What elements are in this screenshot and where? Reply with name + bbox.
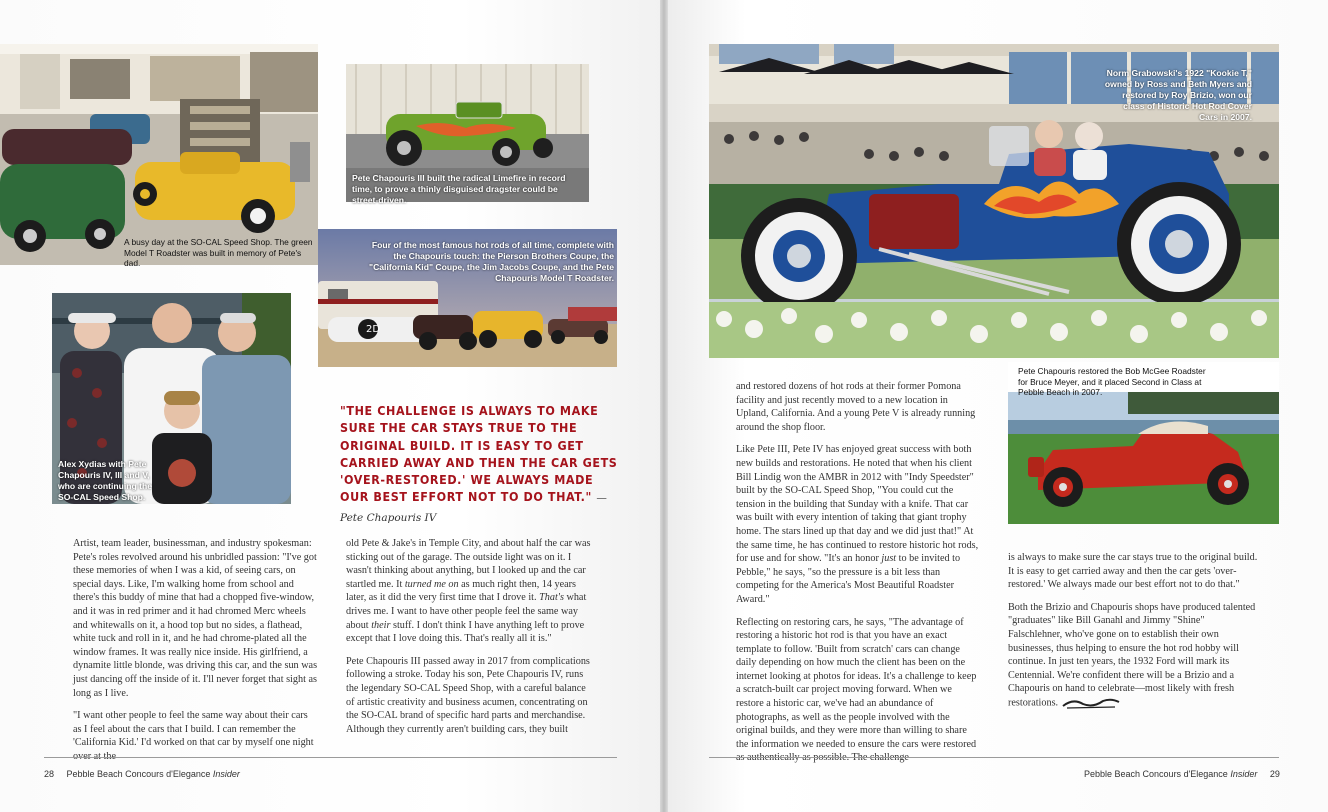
page-number: 28 [44,769,55,779]
page-number: 29 [1269,769,1280,779]
kookie-t-photo-caption: Norm Grabowski's 1922 "Kookie T," owned by Ross and Beth Myers and restored by Roy Brizio, won our class of Historic Hot Rod Cover Cars in 2007. [1104,68,1252,122]
body-paragraph: Reflecting on restoring cars, he says, "The advantage of restoring a historic hot rod is that you have an exact template to follow. 'Built from scratch' cars can change daily depending on how much the client has been on the internet looking at photos for ideas. It's a challenge to keep a scratch-built car project moving forward. When we restore a historic car, we've had an abundance of photographs, as well as the people involved with the original builds, and they were more than willing to share the information we needed to ensure the cars were restored [736,616,977,750]
portrait-photo-caption: Alex Xydias with Pete Chapouris IV, III and V, who are continuing the SO-CAL Speed Shop. [58,459,153,502]
pullquote [340,402,626,527]
pullquote-text: "THE CHALLENGE IS ALWAYS TO MAKE SURE THE CAR STAYS TRUE TO THE ORIGINAL BUILD. IT IS EASY TO GET CARRIED AWAY AND THEN THE CAR GETS 'OVER-RESTORED.' WE ALWAYS MADE OUR BEST EFFORT NOT TO DO THAT." [340,403,618,505]
body-paragraph: "I want other people to feel the same way about their cars as I feel about the cars that I build. I can remember the 'California Kid.' I'd worked on that car by myself one night [73,710,314,749]
limefire-photo-caption: Pete Chapouris III built the radical Limefire in record time, to prove a thinly disguised dragster could be street-driven. [352,173,566,205]
left-page-body-column-1 [73,537,318,764]
right-page-body-column-2 [1008,551,1260,710]
body-paragraph: is always to make sure the car stays true to the original build. It is easy to get carried away and then the car gets 'over-restored.' We always made our best effort not to do that." [1008,552,1258,591]
shop-photo-caption: A busy day at the SO-CAL Speed Shop. The green Model T Roadster was built in memory of Pete's dad. [124,237,313,269]
signature-flourish-icon [1061,696,1121,710]
publication-section: Insider [1230,769,1258,779]
right-page-body-column-1 [736,380,980,765]
body-paragraph: Pete Chapouris III passed away in 2017 from complications following a stroke. Today his son, Pete Chapouris IV, runs the legendary SO-CAL Speed Shop, with a careful balance of artistic creativity and business acumen, concentrating on the SO-CAL brand of specific hard parts and merchandise. Although they currently aren't building cars, they built [346,655,590,735]
publication-section: Insider [212,769,240,779]
right-footer-rule [709,757,1279,758]
famous-rods-photo-caption: Four of the most famous hot rods of all time, complete with the Chapouris touch: the Pierson Brothers Coupe, the "California Kid" Coupe, the Jim Jacobs Coupe, and the Pete Chapouris Model T Roadster. [369,240,614,283]
shop-photo-image [0,44,318,265]
left-page-body-column-2 [346,537,593,736]
shop-photo [0,44,318,265]
publication-name: Pebble Beach Concours d'Elegance [66,769,211,779]
left-folio [44,769,240,779]
body-paragraph: Both the Brizio and Chapouris shops have produced talented "graduates" like Bill Ganahl and Jimmy "Shine" Falschlehner, who've gone on to establish their own businesses, thus helping to ensure the hot rod hobby will continue. In just ten years, the 1932 Ford will mark its Centennial. We're confident there will be a Brizio and a Chapouris on hand to celebrate—most likely with fresh restorations. [1008,601,1256,709]
body-paragraph: old Pete & Jake's in Temple City, and about half the car was sticking out of the garage. The outside light was on it. I wasn't thinking about anything, but I looked up and the car startled me. It turned me on as much right then, 14 years later, as it did the very first time that I drove it. That's what drives me. I want to have other people feel the same way about their stuff. I don't think I have anything left to prove except that I love doing this. That's really all it is." [346,538,591,645]
mcgee-roadster-photo-caption: Pete Chapouris restored the Bob McGee Roadster for Bruce Meyer, and it placed Second in Class at Pebble Beach in 2007. [1018,366,1206,398]
left-footer-rule [44,757,617,758]
pullquote-attribution: — Pete Chapouris IV [340,492,607,524]
body-paragraph: Artist, team leader, businessman, and industry spokesman: Pete's roles revolved around his unbridled passion: "I've got these memories of when I was a kid, of seeing cars, on special days. Like, I'm walking home from school and there's this buddy of mine that had a chopped five-window, and it was in red primer and it had chromed Merc wheels and whitewalls on it, a hood top but no sides, a flathead, white tuck and roll in it, and he had chrome-plated all the window frames. It was really nice inside. His girlfriend, a dynamite little blonde, was driving this car, and the sun was just dancing off the inside of it. I'll never forget that sight as long as I live. [73,538,318,699]
body-paragraph: and restored dozens of hot rods at their former Pomona facility and just recently moved to a new location in Upland, California. And a young Pete V is already running around the shop floor. [736,381,976,433]
spine-gutter [660,0,668,812]
body-paragraph: Like Pete III, Pete IV has enjoyed great success with both new builds and restorations. He noted that when his client Bill Lindig won the AMBR in 2012 with "Indy Speedster" built by the SO-CAL Speed Shop, "You could cut the tension in the building that Sunday with a knife. That car was built with every intention of taking that giant trophy home. The stars lined up that day and we did just that!" At the same time, he has continued to restore historic hot rods, for use and for show. "It's an honor just to be invited to Pebble," he says, "so the pressure is a bit less than competing for the America's Most Beautiful Roadster Award." [736,444,979,605]
right-folio [1084,769,1280,779]
publication-name: Pebble Beach Concours d'Elegance [1084,769,1228,779]
svg-text:2D: 2D [366,324,381,335]
